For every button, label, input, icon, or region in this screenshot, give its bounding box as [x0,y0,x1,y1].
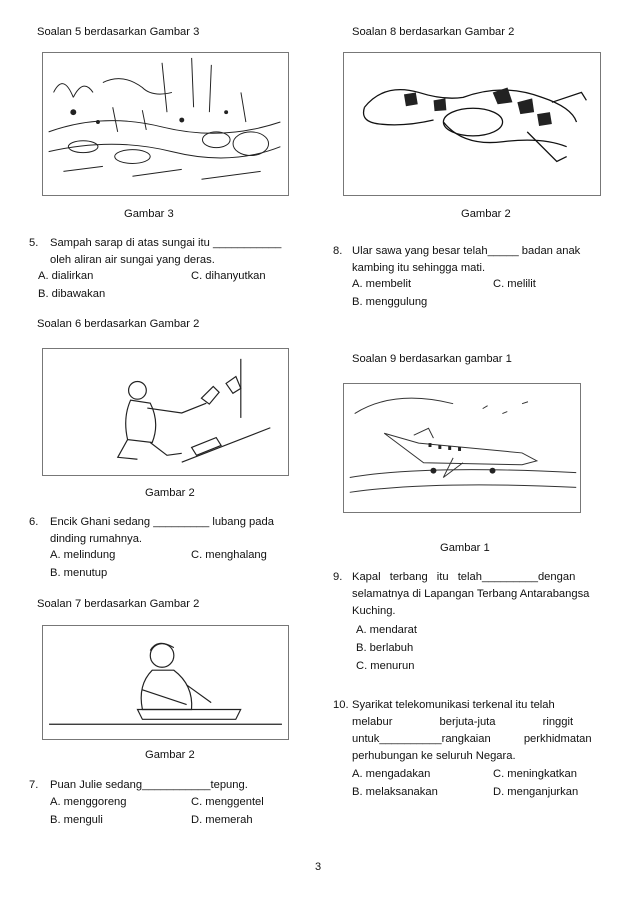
question-number: 10. [333,699,349,711]
option-c[interactable]: C. melilit [493,278,536,290]
caption-q9: Gambar 1 [440,542,490,554]
figure-airplane [343,383,581,513]
question-text-line: Puan Julie sedang___________tepung. [50,779,248,791]
section-heading-q8: Soalan 8 berdasarkan Gambar 2 [352,26,515,38]
caption-q6: Gambar 2 [145,487,195,499]
question-text-line: Sampah sarap di atas sungai itu ___________ [50,237,282,249]
figure-python-goat [343,52,601,196]
question-6 [29,514,301,548]
option-c[interactable]: C. menurun [356,660,415,672]
option-c[interactable]: C. dihanyutkan [191,270,266,282]
question-10 [333,697,604,765]
option-b[interactable]: B. menutup [50,567,108,579]
page-number: 3 [315,861,322,873]
option-b[interactable]: B. berlabuh [356,642,414,654]
section-heading-q6: Soalan 6 berdasarkan Gambar 2 [37,318,200,330]
question-text-line: untuk__________rangkaian perkhidmatan [352,733,592,745]
option-d[interactable]: D. memerah [191,814,253,826]
airplane-landing-illustration [344,384,580,512]
option-a[interactable]: A. melindung [50,549,116,561]
option-d[interactable]: D. menganjurkan [493,786,579,798]
question-number: 9. [333,571,343,583]
option-b[interactable]: B. menguli [50,814,103,826]
question-text-line: Kapal terbang itu telah_________dengan [352,571,576,583]
option-a[interactable]: A. mendarat [356,624,417,636]
question-text-line: selamatnya di Lapangan Terbang Antarabangsa [352,588,590,600]
figure-man-hole [42,348,289,476]
question-text-line: kambing itu sehingga mati. [352,262,486,274]
caption-q7: Gambar 2 [145,749,195,761]
option-b[interactable]: B. melaksanakan [352,786,438,798]
figure-woman-dough [42,625,289,740]
question-number: 6. [29,516,39,528]
question-text-line: Ular sawa yang besar telah_____ badan anak [352,245,581,257]
option-a[interactable]: A. dialirkan [38,270,94,282]
figure-river-rubbish [42,52,289,196]
question-text-line: Kuching. [352,605,396,617]
question-text-line: Syarikat telekomunikasi terkenal itu telah [352,699,555,711]
question-8 [333,243,604,277]
question-number: 5. [29,237,39,249]
section-heading-q5: Soalan 5 berdasarkan Gambar 3 [37,26,200,38]
question-number: 7. [29,779,39,791]
option-b[interactable]: B. menggulung [352,296,428,308]
python-goat-illustration [344,53,600,195]
question-text-line: dinding rumahnya. [50,533,143,545]
option-c[interactable]: C. meningkatkan [493,768,577,780]
option-c[interactable]: C. menghalang [191,549,267,561]
woman-kneading-dough-illustration [43,626,288,739]
man-covering-hole-illustration [43,349,288,475]
option-b[interactable]: B. dibawakan [38,288,106,300]
river-rubbish-illustration [43,53,288,195]
question-text-line: Encik Ghani sedang _________ lubang pada [50,516,274,528]
section-heading-q9: Soalan 9 berdasarkan gambar 1 [352,353,512,365]
question-5 [29,235,301,269]
caption-q5: Gambar 3 [124,208,174,220]
question-number: 8. [333,245,343,257]
caption-q8: Gambar 2 [461,208,511,220]
question-7 [29,777,301,794]
question-9 [333,569,604,620]
option-a[interactable]: A. mengadakan [352,768,431,780]
option-a[interactable]: A. membelit [352,278,412,290]
question-text-line: perhubungan ke seluruh Negara. [352,750,516,762]
section-heading-q7: Soalan 7 berdasarkan Gambar 2 [37,598,200,610]
question-text-line: oleh aliran air sungai yang deras. [50,254,215,266]
option-c[interactable]: C. menggentel [191,796,264,808]
question-text-line: melabur berjuta-juta ringgit [352,716,574,728]
option-a[interactable]: A. menggoreng [50,796,127,808]
